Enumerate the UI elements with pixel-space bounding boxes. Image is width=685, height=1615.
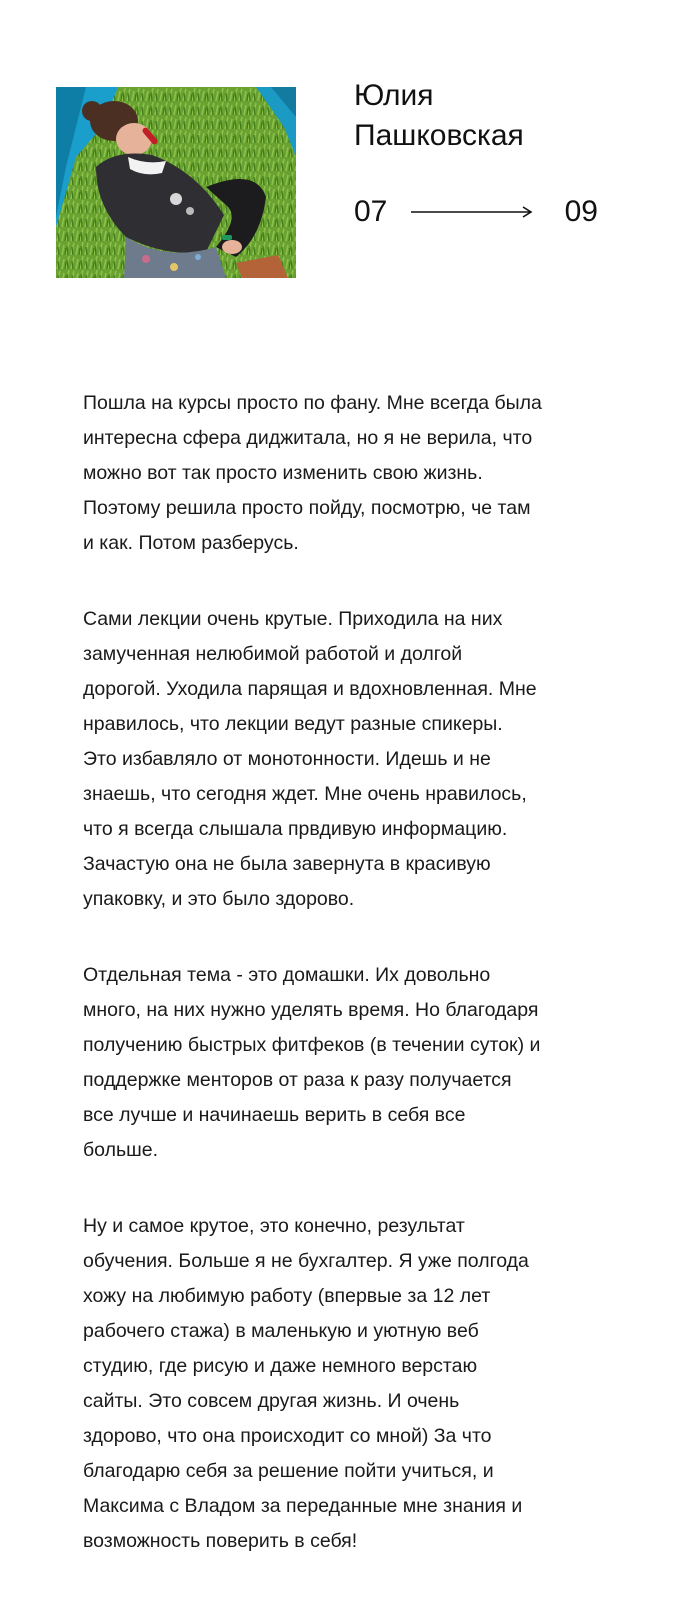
- last-name: Пашковская: [354, 119, 524, 152]
- first-name: Юлия: [354, 79, 434, 112]
- review-text: [83, 386, 603, 1559]
- long-right-arrow-icon[interactable]: [411, 204, 533, 220]
- total-count: 09: [564, 195, 598, 228]
- review-paragraph: Ну и самое крутое, это конечно, результат обучения. Больше я не бухгалтер. Я уже полгода хожу на любимую работу (впервые за 12 лет рабочего стажа) в маленькую и уютную веб студию, где рисую и даже немного верстаю сайты. Это совсем другая жизнь. И очень здорово, что она происходит со мной) За что благодарю себя за решение пойти учиться, и Максима с Владом за переданные мне знания и возможность поверить в себя!: [83, 1215, 529, 1552]
- person-name: [354, 76, 654, 156]
- student-photo: [56, 87, 296, 278]
- review-paragraph: Отдельная тема - это домашки. Их довольно много, на них нужно уделять время. Но благодаря получению быстрых фитфеков (в течении суток) и поддержке менторов от раза к разу получается все лучше и начинаешь верить в себя все больше.: [83, 964, 541, 1161]
- review-paragraph: Сами лекции очень крутые. Приходила на них замученная нелюбимой работой и долгой дорогой. Уходила парящая и вдохновленная. Мне нравилось, что лекции ведут разные спикеры. Это избавляло от монотонности. Идешь и не знаешь, что сегодня ждет. Мне очень нравилось, что я всегда слышала првдивую информацию. Зачастую она не была завернута в красивую упаковку, и это было здорово.: [83, 608, 537, 910]
- current-index: 07: [354, 195, 388, 228]
- review-pager: [354, 192, 598, 232]
- review-paragraph: Пошла на курсы просто по фану. Мне всегда была интересна сфера диджитала, но я не верила, что можно вот так просто изменить свою жизнь. Поэтому решила просто пойду, посмотрю, че там и как. Потом разберусь.: [83, 392, 542, 554]
